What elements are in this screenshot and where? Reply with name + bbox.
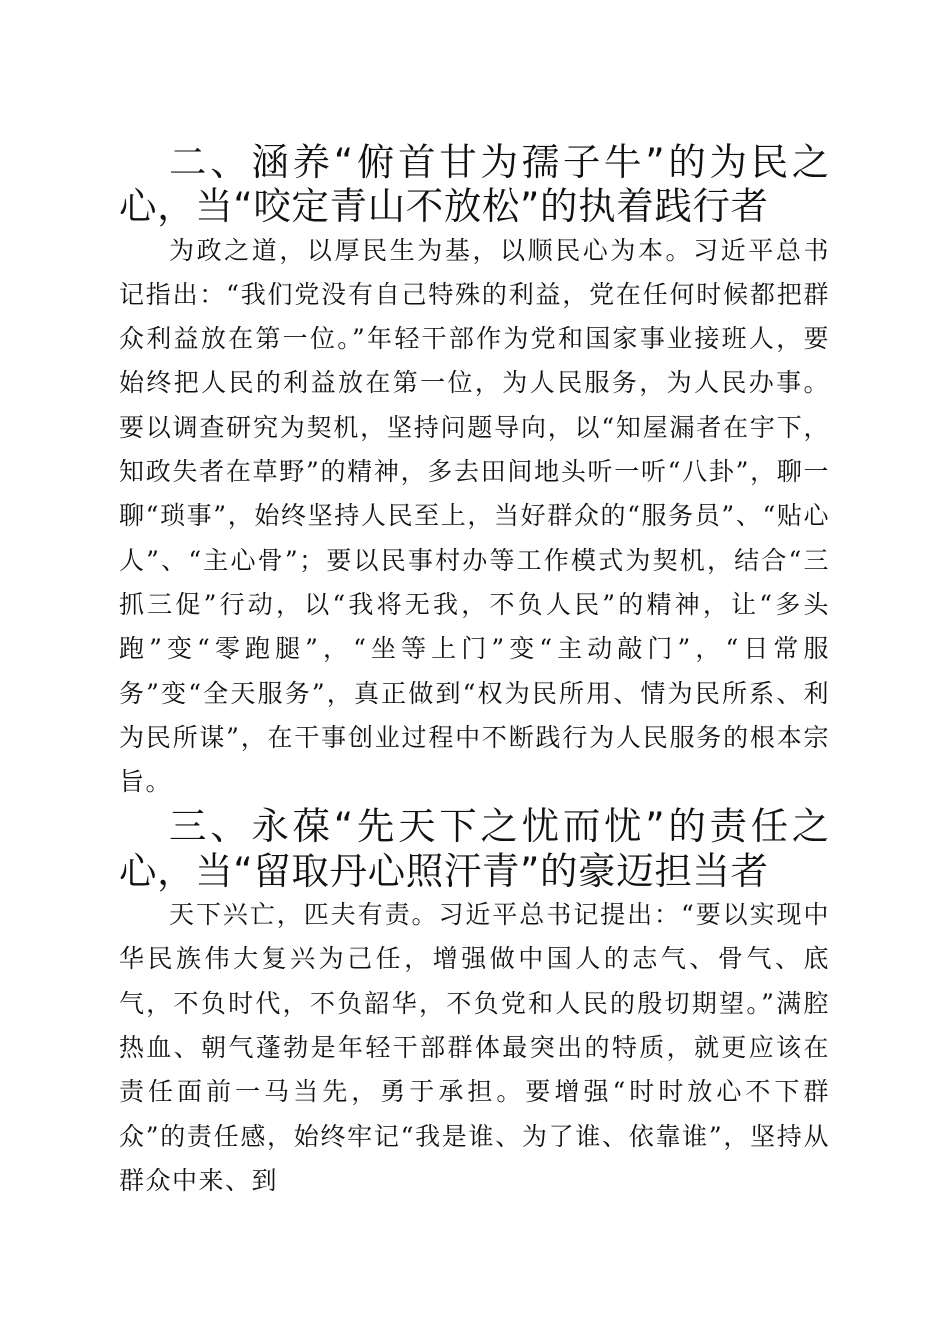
document-body [119, 140, 830, 1203]
section-heading-2: 二、涵养“俯首甘为孺子牛”的为民之心，当“咬定青山不放松”的执着践行者 [119, 140, 830, 229]
section-heading-3: 三、永葆“先天下之忧而忧”的责任之心，当“留取丹心照汗青”的豪迈担当者 [119, 804, 830, 893]
section-paragraph-3: 天下兴亡，匹夫有责。习近平总书记提出：“要以实现中华民族伟大复兴为己任，增强做中国人的志气、骨气、底气，不负时代，不负韶华，不负党和人民的殷切期望。”满腔热血、朝气蓬勃是年轻干部群体最突出的特质，就更应该在责任面前一马当先，勇于承担。要增强“时时放心不下群众”的责任感，始终牢记“我是谁、为了谁、依靠谁”，坚持从群众中来、到 [119, 900, 830, 1195]
section-paragraph-2: 为政之道，以厚民生为基，以顺民心为本。习近平总书记指出：“我们党没有自己特殊的利益，党在任何时候都把群众利益放在第一位。”年轻干部作为党和国家事业接班人，要始终把人民的利益放在第一位，为人民服务，为人民办事。要以调查研究为契机，坚持问题导向，以“知屋漏者在宇下，知政失者在草野”的精神，多去田间地头听一听“八卦”，聊一聊“琐事”，始终坚持人民至上，当好群众的“服务员”、“贴心人”、“主心骨”；要以民事村办等工作模式为契机，结合“三抓三促”行动，以“我将无我，不负人民”的精神，让“多头跑”变“零跑腿”，“坐等上门”变“主动敲门”，“日常服务”变“全天服务”，真正做到“权为民所用、情为民所系、利为民所谋”，在干事创业过程中不断践行为人民服务的根本宗旨。 [119, 235, 830, 797]
